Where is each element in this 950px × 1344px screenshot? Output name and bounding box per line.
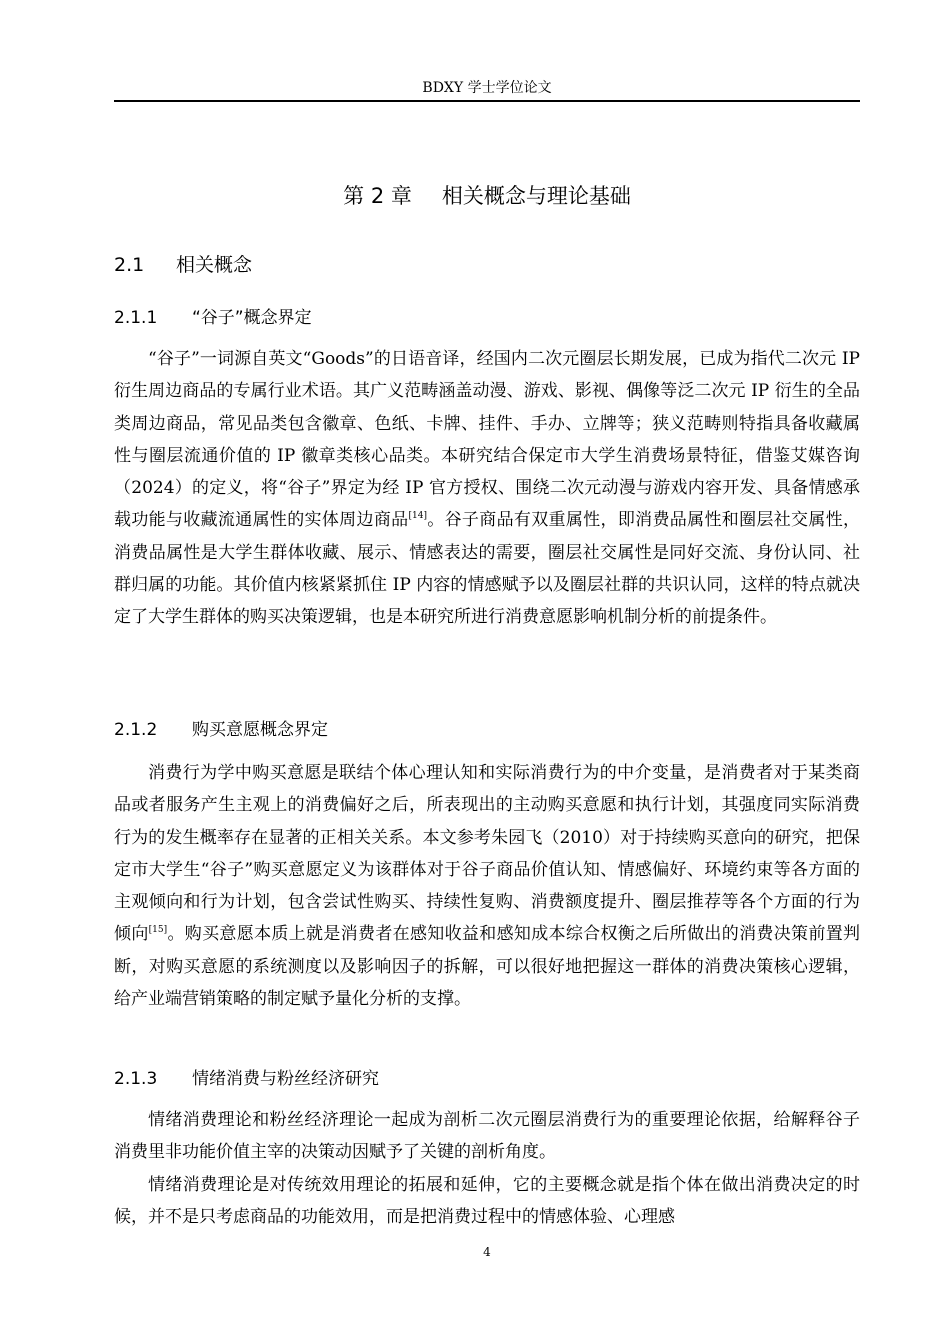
section-number: 2.1.2 [114, 720, 158, 740]
paragraph-emotional-consumption-theory: 情绪消费理论是对传统效用理论的拓展和延伸，它的主要概念就是指个体在做出消费决定的时候，并不是只考虑商品的功能效用，而是把消费过程中的情感体验、心理感 [114, 1175, 860, 1228]
header-rule [114, 100, 860, 102]
paragraph-text: 。谷子商品有双重属性，即消费品属性和圈层社交属性，消费品属性是大学生群体收藏、展示、情感表达的需要，圈层社交属性是同好交流、身份认同、社群归属的功能。其价值内核紧紧抓住 IP 内容的情感赋予以及圈层社群的共识认同，这样的特点就决定了大学生群体的购买决策逻辑，也是本研究所进行消费意愿影响机制分析的前提条件。 [114, 510, 861, 628]
section-title: “谷子”概念界定 [192, 308, 312, 328]
section-number: 2.1.3 [114, 1069, 158, 1089]
citation-ref: [14] [408, 511, 427, 522]
section-number: 2.1.1 [114, 308, 158, 328]
section-heading-2-1-1 [114, 304, 312, 332]
section-heading-2-1 [114, 251, 252, 279]
section-number: 2.1 [114, 254, 145, 276]
chapter-title-text: 相关概念与理论基础 [441, 184, 631, 208]
section-heading-2-1-2 [114, 716, 328, 744]
section-title: 购买意愿概念界定 [192, 720, 328, 740]
running-header: BDXY 学士学位论文 [422, 80, 552, 96]
chapter-number: 第 2 章 [343, 184, 412, 208]
section-title: 相关概念 [176, 254, 253, 276]
paragraph-goods-definition [114, 343, 860, 634]
page-number: 4 [483, 1245, 491, 1259]
paragraph-text: 消费行为学中购买意愿是联结个体心理认知和实际消费行为的中介变量，是消费者对于某类商品或者服务产生主观上的消费偏好之后，所表现出的主动购买意愿和执行计划，其强度同实际消费行为的发生概率存在显著的正相关关系。本文参考朱园飞（2010）对于持续购买意向的研究，把保定市大学生“谷子”购买意愿定义为该群体对于谷子商品价值认知、情感偏好、环境约束等各方面的主观倾向和行为计划，包含尝试性购买、持续性复购、消费额度提升、圈层推荐等各个方面的行为倾向 [114, 763, 860, 945]
paragraph-text: “谷子”一词源自英文“Goods”的日语音译，经国内二次元圈层长期发展，已成为指代二次元 IP 衍生周边商品的专属行业术语。其广义范畴涵盖动漫、游戏、影视、偶像等泛二次元 IP 衍生的全品类周边商品，常见品类包含徽章、色纸、卡牌、挂件、手办、立牌等；狭义范畴则特指具备收藏属性与圈层流通价值的 IP 徽章类核心品类。本研究结合保定市大学生消费场景特征，借鉴艾媒咨询（2024）的定义，将“谷子”界定为经 IP 官方授权、围绕二次元动漫与游戏内容开发、具备情感承载功能与收藏流通属性的实体周边商品 [114, 349, 860, 531]
paragraph-emotional-consumption-intro: 情绪消费理论和粉丝经济理论一起成为剖析二次元圈层消费行为的重要理论依据，给解释谷子消费里非功能价值主宰的决策动因赋予了关键的剖析角度。 [114, 1110, 860, 1163]
paragraph-text: 。购买意愿本质上就是消费者在感知收益和感知成本综合权衡之后所做出的消费决策前置判断，对购买意愿的系统测度以及影响因子的拆解，可以很好地把握这一群体的消费决策核心逻辑，给产业端营销策略的制定赋予量化分析的支撑。 [114, 924, 861, 1010]
chapter-title [114, 180, 860, 212]
section-heading-2-1-3 [114, 1065, 379, 1093]
citation-ref: [15] [148, 925, 168, 936]
section-title: 情绪消费与粉丝经济研究 [192, 1069, 379, 1089]
paragraph-purchase-intention [114, 757, 860, 1015]
